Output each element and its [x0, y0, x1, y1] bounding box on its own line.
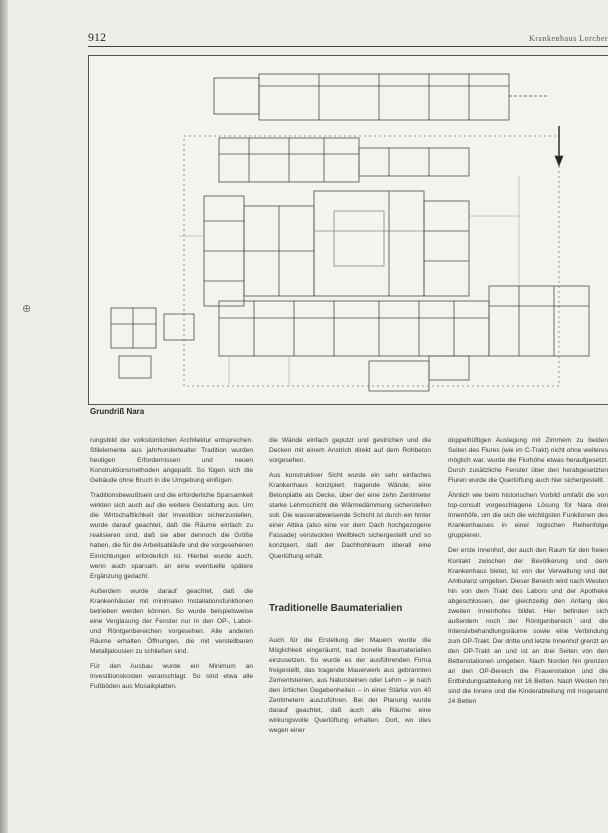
paragraph: rungsbild der volkstümlichen Architektur entsprechen. Stilelemente aus jahrhundertealter Tradition wurden heutigen Erfordernissen und neuen Konstruktionsmethoden angepaßt. So fügen sich die Gebäude ohne Bruch in die Umgebung einfügen. — [90, 437, 253, 485]
floor-plan-drawing — [89, 56, 608, 404]
paragraph: Außerdem wurde darauf geachtet, daß die Krankenhäuser mit minimalen Installationsfunktionen betrieben werden können. So wurde beispielsweise eine Verglasung der Fenster nur in den OP-, Labor- und Röntgenbereichen vorgesehen. Alle anderen Räume erhalten Öffnungen, die mit verstellbaren Metalljalousien zu schließen sind. — [90, 587, 253, 655]
running-title: Krankenhaus Lorcher — [528, 34, 608, 43]
paragraph: Aus konstruktiver Sicht wurde ein sehr einfaches Krankenhaus konzipiert. tragende Wände, eine Betonplatte als Decke, über der eine zehn Zentimeter starke Lehmschicht die Wärmedämmung sicherstellen soll. Die wasserabweisende Schicht ist durch ein hinter einer Attika (also eine vor dem Dach hochgezogene Fassade) versteckten Wellblech sichergestellt und so konzipiert, daß der Dachhohlraum überall eine Querlüftung erhält. — [269, 472, 431, 560]
text-column-1 — [90, 436, 253, 697]
paragraph: doppelhüftigen Auslegung mit Zimmern zu beiden Seiten des Flures (wie im C-Trakt) nicht ohne weiteres möglich war, wurde die Flurhöhe etwas heraufgesetzt. Durch zusätzliche Fenster über den herabgesetzten Fluren wurde die Querlüftung auch hier sichergestellt. — [448, 437, 608, 485]
paragraph: Ähnlich wie beim historischen Vorbild umfaßt die von top-consult vorgeschlagene Lösung für Nara drei Innenhöfe, um die sich die wichtigsten Funktionen des Krankenhauses in einer logischen Reihenfolge gruppieren. — [448, 492, 608, 540]
paragraph: Traditionsbewußtsein und die erforderliche Sparsamkeit wirkten sich auch auf die weitere Gestaltung aus. Um die Wirtschaftlichkeit der Investition sicherzustellen, wurde darauf geachtet, daß die Räume einfach zu realisieren sind, daß sie aber dennoch die Größe haben, die für die Arbeitsabläufe und die vorgesehenen Einrichtungen erforderlich ist. Hierbei wurde auch, wenn auch sparsam, an eine eventuelle spätere Ergänzung gedacht. — [90, 492, 253, 580]
paragraph: Auch für die Erstellung der Mauern wurde die Möglichkeit eingeräumt, trad bonelle Baumaterialien einzusetzen. So wurde es der ausführenden Firma freigestellt, das tragende Mauerwerk aus gebrannten Zementsteinen, aus Natursteinen oder Lehm – je nach den örtlichen Gegebenheiten – in einer Stärke von 40 Zentimetern auszuführen. Bei der Planung wurde darauf geachtet, daß auch alle Räume eine wirkungsvolle Querlüftung erhalten. Dort, wo dies wegen einer — [269, 637, 431, 735]
page-gutter-shadow — [0, 0, 8, 833]
paragraph: die Wände einfach geputzt und gestrichen und die Decken mit einem Anstrich direkt auf dem Rohbeton vorgesehen. — [269, 437, 431, 465]
section-heading: Traditionelle Baumaterialien — [269, 603, 403, 614]
header-rule — [88, 46, 608, 47]
registration-mark-icon: ⊕ — [22, 303, 32, 315]
floor-plan-figure — [88, 55, 608, 405]
text-column-3 — [448, 436, 608, 833]
page-number: 912 — [88, 30, 106, 44]
text-column-2 — [269, 436, 431, 567]
paragraph: Der erste Innenhof, der auch den Raum für den freien Kontakt zwischen der Bevölkerung und dem Krankenhaus bietet, ist von der Verwaltung und der Ambulanz umgeben. Dieser Bereich wird nach Westen hin von dem Trakt des Labors und der Apotheke abgeschlossen, der gleichzeitig den Anfang des zweiten Innenhofes bildet. Hier befinden sich außerdem noch der Röntgenbereich und die Intensivbehandlungsräume sowie eine Verbindung zum OP-Trakt. Der dritte und letzte Innenhof grenzt an den OP-Trakt an und ist an drei Seiten von den Bettenstationen umgeben. Nach Norden hin grenzen an den OP-Bereich die Frauenstation und die Entbindungsabteilung mit 16 Betten. Nach Westen hin sind die Innere und die Kinderabteilung mit insgesamt 24 Betten — [448, 547, 608, 706]
paragraph: Für den Ausbau wurde ein Minimum an Investitionskosten veranschlagt. So sind etwa alle Fußböden aus Mosaikplatten, — [90, 662, 253, 691]
text-column-2-continued — [269, 636, 431, 741]
figure-caption: Grundriß Nara — [90, 407, 145, 416]
